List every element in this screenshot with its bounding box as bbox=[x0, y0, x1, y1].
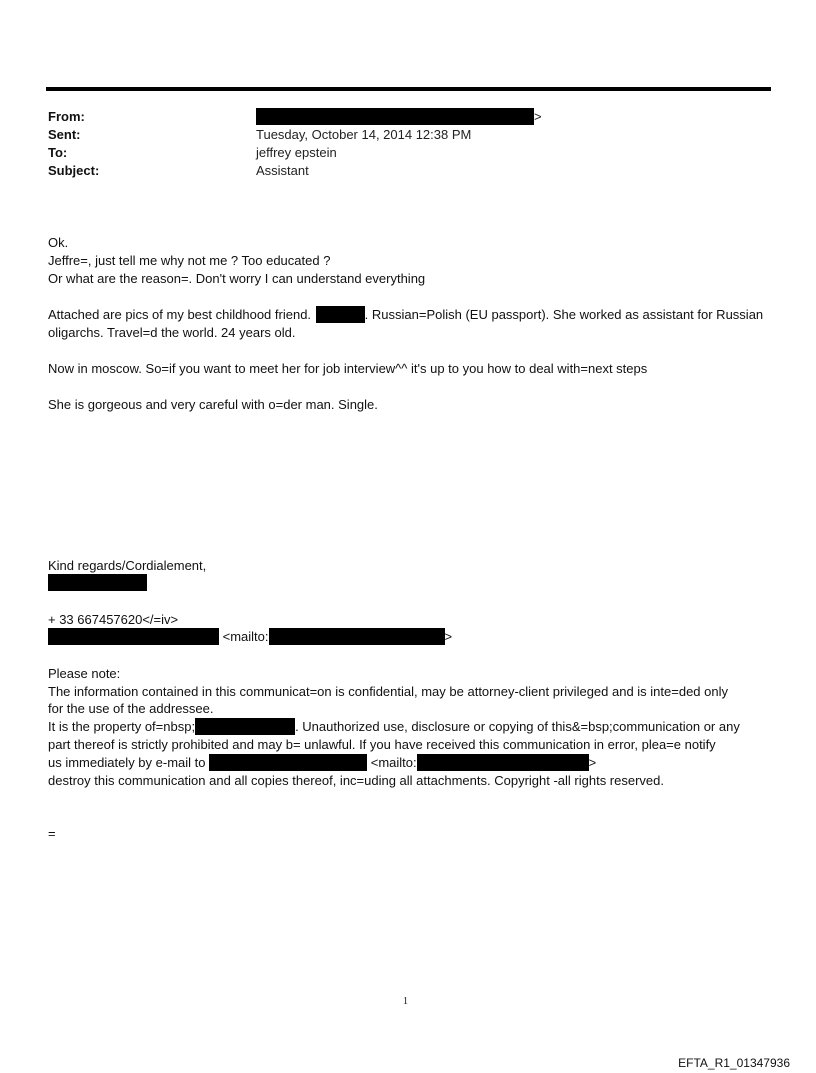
body-paragraph-line: oligarchs. Travel=d the world. 24 years old. bbox=[48, 325, 296, 340]
disclaimer-title: Please note: bbox=[48, 666, 121, 681]
body-line: Ok. bbox=[48, 235, 69, 250]
redaction-box bbox=[195, 718, 295, 735]
body-text-segment: . Russian=Polish (EU passport). She worked as assistant for Russian bbox=[364, 307, 764, 322]
body-line: Or what are the reason=. Don't worry I can understand everything bbox=[48, 271, 426, 286]
subject-label: Subject: bbox=[48, 163, 100, 178]
disclaimer-line: The information contained in this communicat=on is confidential, may be attorney-client privileged and is inte=ded only bbox=[48, 684, 728, 699]
to-value: jeffrey epstein bbox=[256, 145, 337, 160]
disclaimer-line bbox=[48, 754, 596, 772]
disclaimer-line: for the use of the addressee. bbox=[48, 701, 214, 716]
disclaimer-line bbox=[48, 718, 740, 736]
redaction-box bbox=[209, 754, 367, 771]
redaction-box bbox=[269, 628, 445, 645]
trailer-text: = bbox=[48, 826, 56, 841]
from-suffix: > bbox=[534, 109, 542, 124]
body-paragraph-line: She is gorgeous and very careful with o=der man. Single. bbox=[48, 397, 378, 412]
closing: Kind regards/Cordialement, bbox=[48, 558, 207, 573]
redaction-box bbox=[256, 108, 534, 125]
page-number: 1 bbox=[403, 996, 408, 1007]
signature-name bbox=[48, 574, 147, 592]
to-label: To: bbox=[48, 145, 68, 160]
from-label: From: bbox=[48, 109, 85, 124]
body-paragraph-line: Now in moscow. So=if you want to meet her for job interview^^ it's up to you how to deal with=next steps bbox=[48, 361, 648, 376]
disclaimer-segment: <mailto: bbox=[370, 755, 417, 770]
sent-label: Sent: bbox=[48, 127, 81, 142]
header-rule bbox=[46, 87, 771, 91]
email-line bbox=[48, 628, 452, 646]
redaction-box bbox=[417, 754, 589, 771]
disclaimer-segment: > bbox=[588, 755, 597, 770]
body-paragraph-line bbox=[48, 306, 763, 324]
body-line: Jeffre=, just tell me why not me ? Too educated ? bbox=[48, 253, 331, 268]
document-id: EFTA_R1_01347936 bbox=[678, 1056, 790, 1070]
disclaimer-segment: . Unauthorized use, disclosure or copying of this&=bsp;communication or any bbox=[295, 719, 740, 734]
mailto-open: <mailto: bbox=[222, 629, 269, 644]
body-text-segment: Attached are pics of my best childhood friend. bbox=[48, 307, 312, 322]
sent-value: Tuesday, October 14, 2014 12:38 PM bbox=[256, 127, 472, 142]
subject-value: Assistant bbox=[256, 163, 309, 178]
phone: + 33 667457620</=iv> bbox=[48, 612, 179, 627]
disclaimer-segment: It is the property of=nbsp; bbox=[48, 719, 196, 734]
disclaimer-segment: us immediately by e-mail to bbox=[48, 755, 206, 770]
redaction-box bbox=[48, 628, 219, 645]
redaction-box bbox=[316, 306, 365, 323]
redaction-box bbox=[48, 574, 147, 591]
disclaimer-line: destroy this communication and all copies thereof, inc=uding all attachments. Copyright -all rights reserved. bbox=[48, 773, 665, 788]
disclaimer-line: part thereof is strictly prohibited and may b= unlawful. If you have received this communication in error, plea=e notify bbox=[48, 737, 716, 752]
from-value bbox=[256, 108, 542, 126]
mailto-close: > bbox=[444, 629, 453, 644]
